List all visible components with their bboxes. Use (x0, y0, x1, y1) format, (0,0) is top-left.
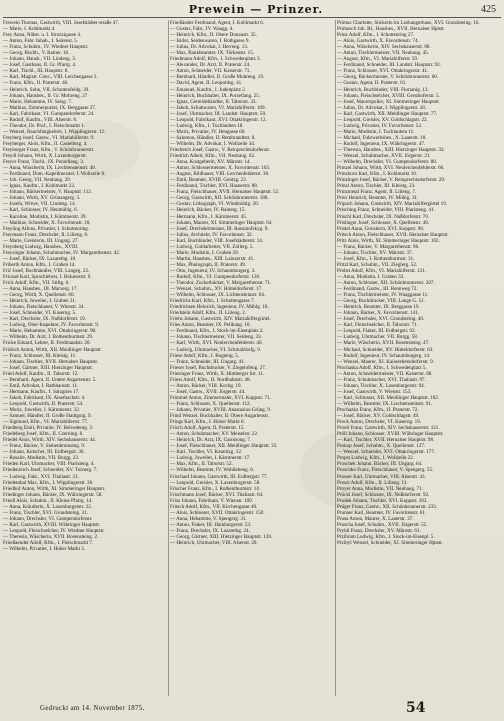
directory-entry: Prusa Anton, Maurer, X. Laaerstr. 37. (337, 515, 414, 522)
directory-entry: Frič Josef, Buchhändler, VIII. Langeg. 22. (3, 267, 90, 274)
directory-entry: — Georg, Gastwirth, XII. Schönbrunnerstr. 188. (170, 195, 269, 202)
directory-entry: — Ferdinand, Tischler, XVI. Hasnerstr. 88. (170, 183, 259, 190)
directory-entry: — Rudolf, Kfm., VI. Gumpendorferstr. 120. (170, 273, 261, 280)
directory-entry: — August, Bildhauer, VIII. Lerchenfelderstr. 36. (170, 171, 270, 178)
directory-entry: — Anton, Schlosser, XII. Schönbrunnerstr. 207. (337, 280, 435, 287)
directory-entry: — Karl, Schlosser, IV. Heumühlg. 6. (3, 207, 78, 214)
directory-entry: Frieser Josef, Buchdrucker, V. Ziegelofeng. 27. (170, 364, 267, 371)
directory-entry: — August, Kfm., VI. Mariahilferstr. 59. (337, 56, 419, 63)
directory-entry: — Franz, Bäcker, V. Siebenbrunneng. 9. (3, 443, 86, 450)
directory-entry: Przibyl Wenzel, Schneider, XI. Simmeringer Hptstr. (337, 540, 443, 547)
directory-entry: — Josef, Drechslermeister, III. Rasumofskyg. 9. (170, 225, 269, 232)
directory-entry: Freyer Franz, Tischl., IX. Porzellang. 3. (3, 159, 85, 166)
directory-entry: — Karl, Gastwirth, XII. Meidlinger Hauptstr. 77. (337, 110, 438, 117)
directory-entry: — Josef, Gärtner, XIII. Hietzinger Hauptstr. (3, 364, 93, 371)
directory-entry: — Karl, Tischler, XVII. Hernalser Hauptstr. 98. (337, 437, 435, 444)
directory-entry: — Anton, Fabr. Inhab., I. Seitenst. 5. (3, 38, 79, 45)
directory-entry: — Michael, Fuhrwerksbes., X. Laaerstr. 18. (337, 134, 427, 141)
directory-entry: — Jakob, Schuhwaren, VI. Mariahilferstr. 109. (170, 104, 266, 111)
directory-entry: Friess Adolf, Kfm., II. Nordbahnstr. 48. (170, 376, 251, 383)
directory-entry: — Wilhelm, Privatier, I. Hoher Markt 3. (3, 546, 86, 553)
directory-entry: — Bernhard, Händler, II. Große Mohreng. 19. (170, 74, 265, 81)
column-middle (170, 20, 333, 696)
directory-entry: Frings Karl, Kfm., I. Hoher Markt 8. (170, 419, 245, 426)
directory-entry: — Julius, Dr. Advokat, I. Wipplingerstr. 28. (337, 104, 427, 111)
directory-entry: — Johann, Fleischselcher, XVIII. Gersthoferstr. 5. (337, 92, 440, 99)
directory-entry: — Johann, Tischler, XVII. Hernalser Hauptstr. (3, 358, 99, 365)
directory-entry: — Isidor, Seidenwaren, I. Rothgasse 9. (170, 38, 250, 45)
directory-entry: Friedinger Johann, Bäcker, IX. Währingerstr. 58. (3, 491, 103, 498)
directory-entry: Prinzhorn Karl, Kfm., I. Kohlmarkt 10. (337, 171, 418, 178)
directory-entry: — Leopold, Fiaker, III. Erdbergstr. 92. (337, 328, 416, 335)
directory-entry: Pristel Anna, Greislerin, XVI. Koppstr. 90. (337, 225, 425, 232)
directory-entry: Prinzinger Josef, Bäcker, V. Reinprechtsdorferstr. 29. (337, 177, 446, 184)
directory-entry: — Johann, Tischler, X. Laxenburgerstr. 94. (337, 382, 425, 389)
running-title: Prewein — Prinzer. (188, 3, 324, 16)
directory-entry: — Anton, Fiaker, III. Hainburgerstr. 53. (170, 521, 252, 528)
directory-entry: — Franz, Schneider, III. Ungarg. 41. (170, 358, 245, 365)
directory-entry: Frisch Adolf, Agent, II. Praterstr. 15. (170, 425, 245, 432)
directory-entry: Pritz Alois, Wirth, XI. Simmeringer Hauptstr. 102. (337, 237, 440, 244)
directory-entry: — Emanuel, Kaufm., I. Judenplatz 2. (170, 86, 247, 93)
directory-entry: Frey Anna, Nähst. u. I. Strozzigasse 4. (3, 32, 82, 39)
directory-entry: — Salomon, Händler, II. Rembrandtstr. 8. (170, 134, 256, 141)
directory-entry: — Josef, Bäcker, IX. Lazarethg. 18. (3, 255, 77, 262)
directory-entry: Prybil Franz, Drechsler, XV. Märzstr. 61. (337, 527, 421, 534)
directory-entry: — Karl, Schlosser, XII. Meidlinger Hauptstr. 102. (337, 394, 440, 401)
directory-entry: — Anton, Bäcker, VIII. Kochg. 19. (170, 382, 242, 389)
directory-entry: Freyburger Franz, Kfm., V. Schönbrunnerstr. (3, 146, 95, 153)
directory-entry: Friedenthal Max, Kfm., I. Wipplingerstr. 30. (3, 479, 94, 486)
directory-entry: — Leopold, Fabrikant, XVI. Ottakringerstr. 12. (170, 116, 267, 123)
directory-entry: — Marie, Hebamme, IV. Seisg. 7. (3, 98, 73, 105)
directory-entry: — Michael, Schneider, XV. Hütteldorferstr. 63. (337, 346, 434, 353)
directory-entry: Prinzl Anton, Tischler, III. Kleistg. 23. (337, 183, 416, 190)
directory-entry: — Mathias, Schneider, X. Favoritenstr. 18. (3, 219, 91, 226)
directory-entry: Pritzl Karl, Schuhm., VII. Zieglerg. 52. (337, 261, 418, 268)
directory-entry: — Karoline, Modistin, I. Kärntnerstr. 39. (3, 213, 87, 220)
directory-entry: Prinzel Johann, Wirth, XVI. Neulerchenfelderstr. 66. (337, 165, 445, 172)
print-date: Gedruckt am 14. November 1875. (40, 704, 145, 712)
directory-entry: — Marie, Modistin, I. Graben 29. (170, 249, 239, 256)
directory-entry: — Julius, Architekt, IV. Favoritenstr. 32. (170, 231, 253, 238)
directory-entry: Propst Ludwig, Kfm., I. Wollzeile 22. (337, 455, 415, 462)
directory-entry: — Hermann, Kfm., I. Kärntnerstr. 45. (170, 213, 248, 220)
directory-entry: — Ludwig, Fabr., XVI. Thaliastr. 21. (3, 473, 79, 480)
directory-entry: — Josef, Gastwirth, V. Wienstr. 153. (337, 388, 412, 395)
directory-entry: Frieden Karl, Uhrmacher, VIII. Piaristeng. 4. (3, 461, 95, 468)
directory-entry: Friedl Alois, Schuhm., II. Kleine Pfarrg. 14. (3, 497, 93, 504)
directory-entry: — Anna, Modistin, I. Graben 33. (337, 273, 405, 280)
directory-entry: Friedrichs Karl, Kfm., I. Schottengasse 7. (170, 298, 255, 305)
column-divider (335, 20, 336, 696)
directory-entry: Freynberg Ludwig, Hausbes., XVIII. (3, 243, 79, 250)
directory-entry: — Max, Photograph, II. Praterstr. 49. (170, 261, 247, 268)
directory-entry: — Georg, Wirth, X. Quellenstr. 60. (3, 292, 75, 299)
directory-entry: — Heinrich, Beamter, IX. Berggasse 19. (337, 304, 420, 311)
directory-entry: — Anna, Kostgeberin, XV. Märzstr. 14. (170, 159, 251, 166)
directory-entry: — Johann, Haush., VII. Lindeng. 3. (3, 56, 77, 63)
directory-entry: — Jakob, Fabrikant, IX. Alserbachstr. 4. (3, 394, 86, 401)
directory-entry: — Ludwig, Goldarbeiter, VII. Zollerg. 5. (170, 243, 254, 250)
directory-entry: Proschek Johann, Bäcker, III. Ungarg. 64. (337, 461, 423, 468)
directory-entry: Prislinger Josef, Schlosser, X. Quellenstr. 48. (337, 219, 430, 226)
directory-entry: — Wilhelm, Schlosser, IX. Lichtensteinstr. 64. (170, 292, 266, 299)
directory-entry: — Theresia, Hausbes., XIII. Hietzinger Hauptstr. 33. (337, 146, 445, 153)
directory-entry: — Emil, Advokat, I. Rathhausstr. 11. (3, 382, 79, 389)
directory-entry: — Anna, Hausbes., III. Marxerg. 17. (3, 286, 78, 293)
directory-entry: — Heinrich, Bäcker, IV. Rainerg. 15. (170, 207, 246, 214)
directory-entry: Friedel Alois, Wirth, XIV. Sechshauserstr. 44. (3, 437, 96, 444)
directory-entry: — Leopold, Greisler, X. Laxenburgerstr. 58. (170, 479, 261, 486)
directory-entry: — Gustav, Lithograph, VI. Windmühlg. 20. (170, 201, 259, 208)
directory-entry: Pripach Johann, Gastwirth, XIV. Mariahilfergürtel 19. (337, 201, 448, 208)
directory-entry: — Marie, I. Kohlmarkt 4. (3, 26, 56, 33)
page-header (0, 3, 504, 17)
directory-entry: — Josef, Gasthaus, II. Gr. Pfarrg. 4. (3, 62, 77, 69)
directory-entry: — Johann, Hausbes., II. Gr. Mohreng. 27. (3, 92, 89, 99)
directory-entry: — Anna, Wäscherin, XIV. Sechshauserstr. 88. (337, 44, 431, 51)
directory-entry: Frischmann Josef, Bäcker, XVI. Thaliastr. 64. (170, 491, 264, 498)
directory-entry: Friehs Johann, Gastwirth, XIV. Mariahilfergürtel. (170, 316, 271, 323)
directory-entry: — Karl, Buchbinder, VIII. Josefstädterstr. 14. (170, 237, 264, 244)
directory-entry: — Heinrich, Juwelier, I. Graben 21. (3, 298, 77, 305)
directory-entry: — Ludwig, Privatier, IV. Favoritenstr. 52. (337, 122, 423, 129)
directory-entry: — Josef, Bäcker, XV. Goldschlagstr. 49. (337, 413, 420, 420)
directory-entry: — Georg, Gärtner, XIII. Hietzinger Hauptstr. 120. (170, 533, 273, 540)
directory-entry: — Emil, Beamter, XVIII. Gentzg. 22. (170, 177, 248, 184)
column-divider (168, 20, 169, 696)
directory-entry: — Georg, Buchb., V. Rainer. 16. (3, 50, 70, 57)
directory-entry: — Heinrich, Buchhalter, IX. Porzellang. 25. (170, 92, 261, 99)
directory-entry: — Josef, Drechsler, XVI. Grundsteing. 40. (337, 316, 425, 323)
directory-entry: Fridrich Anton, Wirth, XII. Meidlinger Hauptstr. (3, 346, 102, 353)
directory-entry: Proyer Anna, Modistin, VII. Neubaug. 71. (337, 485, 423, 492)
directory-entry: — Marie, Wäscherin, XVII. Rosensteing. 47. (337, 340, 430, 347)
directory-entry: — Anton, Tischlermeister, VII. Neubaug. 45. (337, 50, 429, 57)
directory-entry: — Karl, Gastwirth, XVIII. Währinger Hauptstr. (3, 521, 101, 528)
directory-entry: Friedrich Albert, Kfm., VII. Neubaug. 62. (170, 153, 256, 160)
directory-entry: — Johann, Tischlermeister, VII. Seideng. 33. (170, 334, 262, 341)
directory-entry: — Max, Bankbeamter, IX. Türkenstr. 15. (170, 50, 255, 57)
directory-entry: Probst Adolf, Kfm., VI. Mariahilferstr. 131. (337, 267, 426, 274)
directory-entry: — Leopold, Greisler, XV. Goldschlagstr. 22. (337, 116, 428, 123)
directory-entry: Frick Adolf, Kfm., VII. Stiftg. 6. (3, 280, 70, 287)
directory-entry: Friedrichsen Heinrich, Ingenieur, IV. Mühlg. 18. (170, 304, 269, 311)
directory-entry: — Ludwig, Kfm., I. Tuchlauben 18. (170, 122, 244, 129)
header-rule (3, 17, 501, 18)
directory-entry: Fried Adolf, Kaufm., II. Taborstr. 12. (3, 370, 79, 377)
directory-entry: — Anton, Schuhmacher, XV. Meiselstr. 22. (170, 431, 259, 438)
directory-entry: Prischl Karl, Drechsler, IX. Nußdorferstr. 70. (337, 213, 430, 220)
directory-entry: — Bernhard, Agent, II. Untere Augartenstr. 5. (3, 376, 97, 383)
directory-entry: Frewein Thomas, Gastwirth, VIII. Josefstädter-straße 47. (3, 20, 120, 26)
directory-entry: — Franz, Kfm., II. Praterstr. 46. (3, 80, 69, 87)
directory-entry: — Heinrich, Buchbinder, VIII. Florianig. 13. (337, 86, 429, 93)
directory-entry: — Franz, Fleischhauer, XVII. Hernalser Hauptstr. 52. (170, 189, 280, 196)
directory-entry: — Moriz, Juwelier, I. Kärntnerstr. 32. (3, 407, 81, 413)
directory-entry: — Leopold, Fleischselcher, IV. Wiedner Hauptstr. (3, 527, 105, 534)
directory-entry: — Wilhelm, Dr. Advokat, I. Wollzeile 34. (170, 140, 256, 147)
directory-entry: Prochaska Adolf, Kfm., I. Schwedenplatz 5. (337, 364, 427, 371)
directory-entry: Fricaud Karl, Sprachlehrer, I. Bräunerstr. 9. (3, 273, 92, 280)
directory-entry: — Hermann, Kaufm., I. Salzgries 17. (3, 388, 80, 395)
directory-entry: — Josefa, Witwe, VII. Lindeng. 14. (3, 201, 76, 208)
directory-entry: — Theresia, Wäscherin, XVII. Rosensteing. 2. (3, 533, 99, 540)
directory-entry: Friedstein Adolf, Kfm., II. Lilieng. 2. (170, 310, 246, 317)
directory-entry: — Karl, Tischler, VI. Kaunitzg. 12. (170, 449, 243, 456)
directory-entry: Prosser Karl, Uhrmacher, VIII. Alserstr. 43. (337, 473, 426, 480)
directory-entry: Prior Heinrich, Beamter, IV. Mühlg. 31. (337, 195, 419, 202)
directory-entry: Friberth Anton, Kfm., I. Graben 14. (3, 261, 76, 268)
directory-entry: Friedenreich Josef, Schneider, XV. Turnerg. 7. (3, 467, 98, 474)
directory-entry: — Anna, Wäscherin, IX. Liechtensteinstr. 40. (3, 165, 96, 172)
directory-entry: — Martin, Hausbes., XIII. Lainzerstr. 41. (170, 255, 255, 262)
directory-entry: Prinz Adolf, Kfm., I. Schottenring 27. (337, 32, 415, 39)
directory-entry: — Franz, Tischler, XVI. Grundsteing. 31. (3, 509, 88, 516)
column-left (3, 20, 166, 696)
directory-entry: Pruscha Josef, Schuhm., XVII. Jörgerstr. 55. (337, 521, 428, 528)
directory-entry: Proschko Franz, Fleischhauer, V. Spengerg. 55. (337, 467, 434, 474)
directory-entry: — Anna, Kräutlerin, X. Laxenburgerstr. 22. (3, 503, 93, 510)
directory-entry: Proell Franz, Gastwirth, XIV. Sechshauserstr. 121. (337, 425, 440, 432)
directory-entry: Friedlaender Adolf, Kfm., I. Fleischmarkt 7. (3, 540, 94, 547)
directory-entry: Freyling Alfons, Privatier, I. Schottenring. (3, 225, 90, 232)
directory-entry: Fricke Eduard, Lehrer, II. Ferdinandstr. 28. (3, 340, 91, 347)
directory-entry: — Leopold, Gastwirth, II. Praterstr. 54. (3, 400, 84, 407)
directory-entry: — Rudolf, Kaufm., VIII. Alserstr. 8. (3, 116, 78, 123)
directory-entry: — Ludwig, Uhrmacher, VII. Burgg. 58. (337, 334, 419, 341)
directory-entry: — Georg, Buchdrucker, VIII. Lange G. 51. (337, 298, 426, 305)
page-footer (0, 700, 504, 720)
directory-entry: — Anna, Hebamme, V. Spengerg. 31. (170, 515, 247, 522)
directory-entry: Prüger Franz, Gastw., XII. Schönbrunnerstr. 233. (337, 503, 437, 510)
directory-entry: Freysinger Johann, Schuhmacher, IV. Margarethenstr. 42. (3, 249, 121, 256)
directory-entry: — Franz, Bäcker, V. Margarethenstr. 96. (337, 243, 420, 250)
directory-entry: — Josef, Maurerpolier, XI. Simmeringer Hauptstr. (337, 98, 440, 105)
directory-entry: — Wilhelm, Dr. Arzt, I. Rothenthurmstr. 29. (3, 334, 94, 341)
directory-entry: — Ignaz, Getreidehändler, II. Taborstr. 33. (170, 98, 257, 105)
directory-entry: — Johann, Tischler, XV. Märzstr. 37. (337, 249, 413, 256)
directory-entry: Friedmann Adolf, Kfm., I. Schwedenplatz 3. (170, 56, 261, 63)
directory-entry: — Georg, Bäckermeister, V. Schönbrunnerstr. 60. (337, 74, 439, 81)
directory-entry: Fritsch Adolf, Kfm., VII. Kirchengasse 40. (170, 503, 258, 510)
directory-entry: Prunner Karl, Beamter, IV. Favoritenstr. 61. (337, 509, 427, 516)
directory-entry: — Wenzel, Schuhmacher, XVII. Jörgerstr. 21. (337, 153, 431, 160)
directory-entry: — David, Agent, II. Leopoldsg. 41. (170, 80, 243, 87)
directory-entry: — Franz, Schlosser, XVI. Ottakringerstr. 41. (337, 68, 429, 75)
directory-entry: Friedhof Anton, Wirth, XI. Simmeringer Hauptstr. (3, 485, 106, 492)
directory-entry: — Heinrich, Sohn, VII. Schottenfeldg. 39. (3, 86, 90, 93)
directory-entry: — Max, Kfm., II. Taborstr. 52. (170, 461, 233, 468)
directory-entry: — Alois, Gastwirth, X. Favoritenstr. 74. (337, 38, 419, 45)
directory-entry: — Heinrich, Uhrmacher, VIII. Alserstr. 29. (170, 540, 258, 547)
directory-entry: — Ferdinand, Schneider, III. Landstr. Hauptstr. 92. (337, 62, 441, 69)
directory-entry: — Johann, Bäckermeister, V. Hauptstr. 112. (3, 189, 93, 196)
directory-entry: — Wilhelm, Beamter, IV. Wohllebeng. 6. (170, 467, 255, 474)
directory-entry: — Josef, Schneider, VI. Kaserng. 5. (3, 310, 77, 317)
directory-entry: Prinzmetal Franz, Agent, II. Lilieng. 7. (337, 189, 417, 196)
directory-entry: — Franz, Drechsler, IX. Lazarethg. 24. (170, 527, 250, 534)
directory-entry: — Ludwig, Ober-Inspektor, IV. Favoritenstr. 9. (3, 322, 100, 329)
directory-entry: Frimmel Anton, Zimmermaler, XVI. Koppstr. 71. (170, 394, 271, 401)
directory-entry: — Karl, Fabrikant, VI. Gumpendorferstr. 24. (3, 110, 95, 117)
directory-entry: — Wenzel, Rauchfangkehrer, I. Wipplingerstr. 12. (3, 128, 106, 135)
directory-entry: — Karl, Drechsler, IX. Nußdorferstr. 19. (3, 316, 86, 323)
page-number: 425 (481, 4, 496, 15)
sheet-number: 54 (406, 700, 426, 716)
directory-entry: Pröll Johann, Schlosser, XVIII. Währinger Hauptstr. (337, 431, 444, 438)
directory-entry: — Theodor, Dr. Prof., I. Fleischmarkt 1. (3, 122, 86, 129)
directory-entry: — Marie, Hebamme, XVI. Ottakringerstr. 98. (3, 328, 97, 335)
directory-entry: Frischauf Johann, Gastwirth, III. Erdbergstr. 77. (170, 473, 268, 480)
directory-entry: Przibram Ludwig, Kfm., I. Stock-im-Eisenpl. 5. (337, 533, 435, 540)
directory-entry: Prochazka Franz, Kfm., II. Praterstr. 72. (337, 407, 419, 413)
directory-entry: — Franz, Schuhmacher, XVI. Thaliastr. 97. (337, 376, 426, 383)
directory-entry: — Johann, Privatier, XVIII. Anastasius-Grüng. 9. (170, 407, 272, 413)
directory-entry: — Rudolf, Ingenieur, IX. Währingerstr. 47. (337, 140, 426, 147)
directory-entry: — Wenzel, Schneider, XVI. Ottakringerstr. 177. (337, 449, 436, 456)
directory-entry: — Johann, Fleischhauer, V. Wienstr. 34. (3, 304, 85, 311)
directory-entry: — Anton, Schneidermeister, VII. Kaiserstr. 88. (337, 370, 433, 377)
directory-entry: — Theodor, Zuckerbäcker, V. Margarethenstr. 71. (170, 280, 272, 287)
directory-entry: — Marie, Modistin, I. Tuchlauben 11. (337, 128, 415, 135)
directory-entry: — Josef, Kfm., I. Rothenthurmstr. 31. (337, 255, 415, 262)
directory-entry: Freyberger, Alois, Kfm., II. Castellezg. 4. (3, 140, 88, 147)
directory-entry: Frisz Johann, Fabrikant, V. Wienstr. 109. (170, 497, 253, 504)
directory-entry: — Mathias, Zimmerputzer, IX. Berggasse 27. (3, 104, 97, 111)
directory-entry: Friedberg Emil, Privatier, IV. Belvedereg. 3. (3, 425, 94, 432)
directory-entry: Freymann Franz, Drechsler, II. Lilieng. 8. (3, 231, 89, 238)
directory-entry: Pritsch Anton, Fleischhauer, XVII. Hernalser Hauptstr. (337, 231, 449, 238)
directory-entry: Freydl Johann, Wirth, X. Laxenburgerstr. (3, 153, 87, 160)
directory-entry: Friedländer Ferdinand, Agent, I. Kohlmarkt 6. (170, 20, 265, 26)
directory-entry: — Josef, Gastw., XVII. Jörgerstr. 44. (170, 388, 246, 395)
directory-entry: — Heinrich, Dr. Arzt, IX. Garnisong. 7. (170, 437, 252, 444)
directory-entry: — Rosalie, Modistin, VII. Burgg. 23. (3, 455, 80, 462)
directory-entry: — Ludwig, Uhrmacher, VI. Schmalzhofg. 9. (170, 346, 262, 353)
directory-entry: — Wilhelm, Drechsler, VI. Gumpendorferstr. 88. (337, 159, 438, 166)
directory-entry: — Johann, Drechsler, VI. Gumpendorferstr. (3, 515, 93, 522)
directory-entry: — Joh. Georg, VII. Neubaug. 29. (3, 177, 72, 184)
directory-entry: Friedreich Josef, Gastw., V. Reinprechtsdorferstr. (170, 146, 271, 153)
directory-entry: — Julius, Dr. Advokat, I. Herreng. 13. (170, 44, 249, 51)
directory-entry: — Rudolf, Ingenieur, IV. Schaumburgerg. 14. (337, 352, 431, 359)
directory-entry: — Ferdinand, Dom.-Kapellmeister, I. Wollzeile 8. (3, 171, 106, 178)
directory-entry: — Ludwig, Juwelier, I. Kärntnerstr. 17. (170, 455, 251, 462)
directory-entry: — Karl, Tischl., III. Hauptstr. 8. (3, 68, 69, 75)
directory-entry: — Heinrich, Kfm., II. Obere Donaustr. 35. (170, 32, 257, 39)
directory-entry: Friesinger Franz, Wirth, X. Himberger Str. 11. (170, 370, 265, 377)
directory-entry: Freyberg Josef, Gastw., VI. Mariahilferstr. 9. (3, 134, 95, 141)
directory-entry: — Ferdinand, Kfm., I. Stock-im-Eisenplatz 2. (170, 328, 264, 335)
directory-entry: Primusch Joh. Bl., Hausbes., XVII. Hernalser Hptstr. (337, 26, 445, 33)
directory-entry: — Karl, Wirth, XVI. Neulerchenfelderstr. 40. (170, 340, 263, 347)
directory-entry: — Gustav, Agent, II. Praterstr. 61. (337, 80, 407, 87)
directory-entry: Fries Anton, Beamter, IX. Pelikang. 10. (170, 322, 251, 329)
directory-entry: — Johann, Kutscher, III. Erdbergstr. 36. (3, 449, 85, 456)
directory-entry: — Marie, Greislerin, III. Ungarg. 27. (3, 237, 79, 244)
directory-entry: — Alexander, Dr. Arzt, II. Praterstr. 24. (170, 62, 251, 69)
directory-entry: Prückl Josef, Schlosser, IX. Nußdorferstr. 92. (337, 491, 430, 498)
directory-entry: — Ignaz, Kaufm., I. Kohlmarkt 22. (3, 183, 76, 190)
directory-entry: — Anton, Schneider, VII. Kaiserstr. 71. (170, 68, 251, 75)
directory-entry: Prisching Franz, Schneider, VIII. Piaristeng. 41. (337, 207, 435, 214)
directory-entry: Frind Wenzel, Buchhalter, II. Obere Augartenstr. (170, 413, 270, 420)
directory-entry: Prudek Johann, Tischler, XVI. Koppstr. 103. (337, 497, 428, 504)
directory-entry: — Wilhelm, Beamter, IX. Liechtensteinstr. 91. (337, 400, 433, 407)
directory-entry: — Anton, Schlossermeister, X. Favoritenstr. 103. (170, 165, 271, 172)
directory-entry: — Karl, Fleischselcher, II. Taborstr. 71. (337, 322, 418, 329)
directory-entry: Frischer Franz, Kfm., I. Rothenthurmstr. 14. (170, 485, 261, 492)
directory-entry: — Josef, Fleischhauer, XII. Meidlinger Hauptstr. 33. (170, 443, 278, 450)
directory-entry: — Franz, Tischlermeister, IV. Waaggasse 11. (337, 292, 429, 299)
directory-entry: — Franz, Schlosser, X. Quellenstr. 112. (170, 400, 251, 407)
directory-entry: — Johann, Wirth, XV. Grünangerg. 3. (3, 195, 81, 202)
directory-entry: — Wenzel, Schuhm., XV. Hütteldorferstr. 17. (170, 286, 263, 293)
directory-entry: — Johann, Bäcker, X. Favoritenstr. 141. (337, 310, 420, 317)
directory-entry: — Franz, Schlosser, III. Kleistg. 11. (3, 352, 77, 359)
directory-entry: — Karl, Magistr. Conc., VIII. Lerchengasse 2. (3, 74, 98, 81)
directory-entry: — Josef, Uhrmacher, III. Landstr. Hauptstr. 50. (170, 110, 267, 117)
directory-entry: — Otto, Ingenieur, IV. Schaumburgerg. 3. (170, 267, 256, 274)
directory-entry: — Moriz, Privatier, IV. Heugasse 60. (170, 128, 246, 135)
column-right (337, 20, 500, 696)
directory-entry: — Sigmund, Kfm., VI. Mariahilferstr. 77. (3, 419, 89, 426)
directory-entry: Prokop Josef, Schuhm., X. Quellenstr. 127. (337, 443, 426, 450)
directory-entry: Proszt Adolf, Kfm., II. Lilieng. 11. (337, 479, 408, 486)
directory-entry: — Gustav, Fabr., IV. Waagg. 4. (170, 26, 234, 33)
directory-entry: Friese Adolf, Kfm., I. Bognerg. 5. (170, 352, 240, 359)
directory-entry: Friedeberg Josef, Kfm., II. Czerning. 6. (3, 431, 84, 438)
directory-entry: — Wenzel, Maurer, XI. Kaiserebersdorferstr. 9. (337, 358, 434, 365)
directory-entry: — Johann, Maurer, XI. Simmeringer Hauptstr. 64. (170, 219, 273, 226)
directory-entry: Prock Anton, Drechsler, VI. Kaserng. 19. (337, 419, 422, 426)
directory-entry: — Samuel, Händler, II. Große Stadtgutg. 9. (3, 413, 92, 420)
directory-entry: — Franz, Schuhm., IV. Wiedner Hauptstr. (3, 44, 89, 51)
directory-entry: — Alois, Schlosser, XVII. Ottakringerstr. 150. (170, 509, 265, 516)
directory-entry: — Ferdinand, Gastw., III. Rennweg 72. (337, 286, 418, 293)
directory-entry: Primus Charlotte, Stickerin im Loshangerhaus, XVI. Grundsteing. 16. (337, 20, 480, 26)
